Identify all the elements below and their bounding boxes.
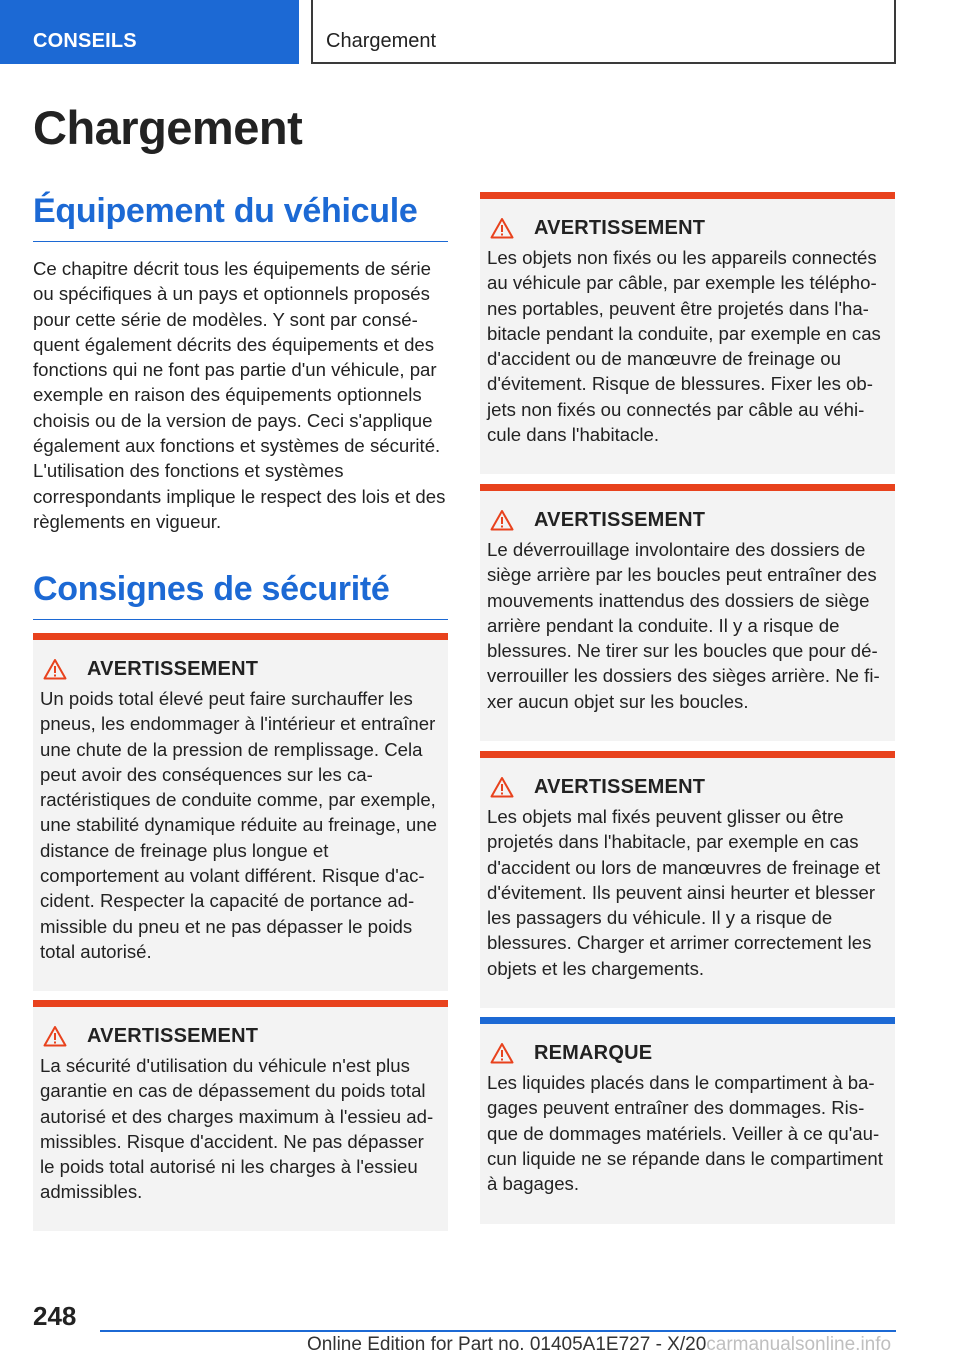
box-header xyxy=(43,657,448,681)
box-title: AVERTISSEMENT xyxy=(534,508,706,531)
warning-triangle-icon xyxy=(490,509,514,531)
box-header xyxy=(490,775,895,799)
warning-box xyxy=(480,751,895,1008)
equipment-paragraph: Ce chapitre décrit tous les équipements de série ou spécifiques à un pays et optionnels proposés pour cette série de modèles. Y sont par conséquent également décrits des équipements et des fonctions qui ne font pas partie d'un véhicule, par exemple en raison des équipements optionnels choisis ou de la version de pays. Ceci s'applique également aux fonctions et systèmes de sécurité. L'utilisation des fonctions et systèmes correspondants implique le respect des lois et des règlements en vigueur. xyxy=(33,258,446,532)
breadcrumb-label: Chargement xyxy=(326,30,437,52)
warning-bar xyxy=(33,1000,448,1007)
warning-triangle-icon xyxy=(490,217,514,239)
page-number: 248 xyxy=(33,1301,77,1331)
warning-bar xyxy=(480,484,895,491)
warning-box xyxy=(480,192,895,474)
note-box xyxy=(480,1017,895,1224)
box-text: Les objets non fixés ou les appareils connectés au véhicule par câble, par exemple les téléphones portables, peuvent être projetés dans l'habitacle pendant la conduite, par exemple en cas d'accident ou de manœuvre de freinage ou d'évitement. Risque de blessures. Fixer les objets non fixés ou connectés par câble au véhicule dans l'habitacle. xyxy=(487,247,881,446)
footer-divider xyxy=(100,1330,896,1332)
warning-box xyxy=(33,1000,448,1231)
footer-edition xyxy=(307,1334,891,1356)
section-tab-label: CONSEILS xyxy=(33,30,137,52)
warning-box xyxy=(33,633,448,991)
warning-box xyxy=(480,484,895,741)
box-title: AVERTISSEMENT xyxy=(534,775,706,798)
warning-triangle-icon xyxy=(490,776,514,798)
warning-bar xyxy=(33,633,448,640)
box-text: Un poids total élevé peut faire surchauffer les pneus, les endommager à l'intérieur et entraîner une chute de la pression de remplissage. Cela peut avoir des conséquences sur les caractéristiques de conduite comme, par exemple, une stabilité dynamique réduite au freinage, une distance de freinage plus longue et comportement au volant différent. Risque d'accident. Respecter la capacité de portance admissible du pneu et ne pas dépasser le poids total autorisé. xyxy=(40,688,437,962)
breadcrumb xyxy=(311,0,896,64)
box-header xyxy=(490,508,895,532)
warning-triangle-icon xyxy=(490,1042,514,1064)
box-text: Les objets mal fixés peuvent glisser ou être projetés dans l'habitacle, par exemple en cas d'accident ou lors de manœuvres de freinage et d'évitement. Ils peuvent ainsi heurter et blesser les passagers du véhicule. Il y a risque de blessures. Charger et arrimer correctement les objets et les chargements. xyxy=(487,806,881,979)
section-heading-safety: Consignes de sécurité xyxy=(33,570,448,620)
box-header xyxy=(490,1041,895,1065)
box-title: AVERTISSEMENT xyxy=(534,216,706,239)
warning-triangle-icon xyxy=(43,658,67,680)
warning-bar xyxy=(480,192,895,199)
box-text: La sécurité d'utilisation du véhicule n'est plus garantie en cas de dépassement du poids total autorisé et des charges maximum à l'essieu admissibles. Risque d'accident. Ne pas dépasser le poids total autorisé ni les charges à l'essieu admissibles. xyxy=(40,1055,434,1203)
box-header xyxy=(43,1024,448,1048)
box-title: REMARQUE xyxy=(534,1041,653,1064)
box-text: Les liquides placés dans le compartiment à bagages peuvent entraîner des dommages. Risque de dommages matériels. Veiller à ce qu'aucun liquide ne se répande dans le compartiment à bagages. xyxy=(487,1072,883,1195)
section-tab xyxy=(0,0,299,64)
box-text: Le déverrouillage involontaire des dossiers de siège arrière par les boucles peut entraîner des mouvements inattendus des dossiers de siège arrière pendant la conduite. Il y a risque de blessures. Ne tirer sur les boucles que pour déverrouiller les dossiers des sièges arrière. Ne fixer aucun objet sur les boucles. xyxy=(487,539,880,712)
box-header xyxy=(490,216,895,240)
watermark-text: carmanualsonline.info xyxy=(706,1334,892,1355)
section-heading-equipment: Équipement du véhicule xyxy=(33,192,448,242)
page-title: Chargement xyxy=(33,101,303,154)
warning-bar xyxy=(480,751,895,758)
box-title: AVERTISSEMENT xyxy=(87,657,259,680)
box-title: AVERTISSEMENT xyxy=(87,1024,259,1047)
warning-triangle-icon xyxy=(43,1025,67,1047)
note-bar xyxy=(480,1017,895,1024)
footer-edition-text: Online Edition for Part no. 01405A1E727 - X/20 xyxy=(307,1334,707,1355)
